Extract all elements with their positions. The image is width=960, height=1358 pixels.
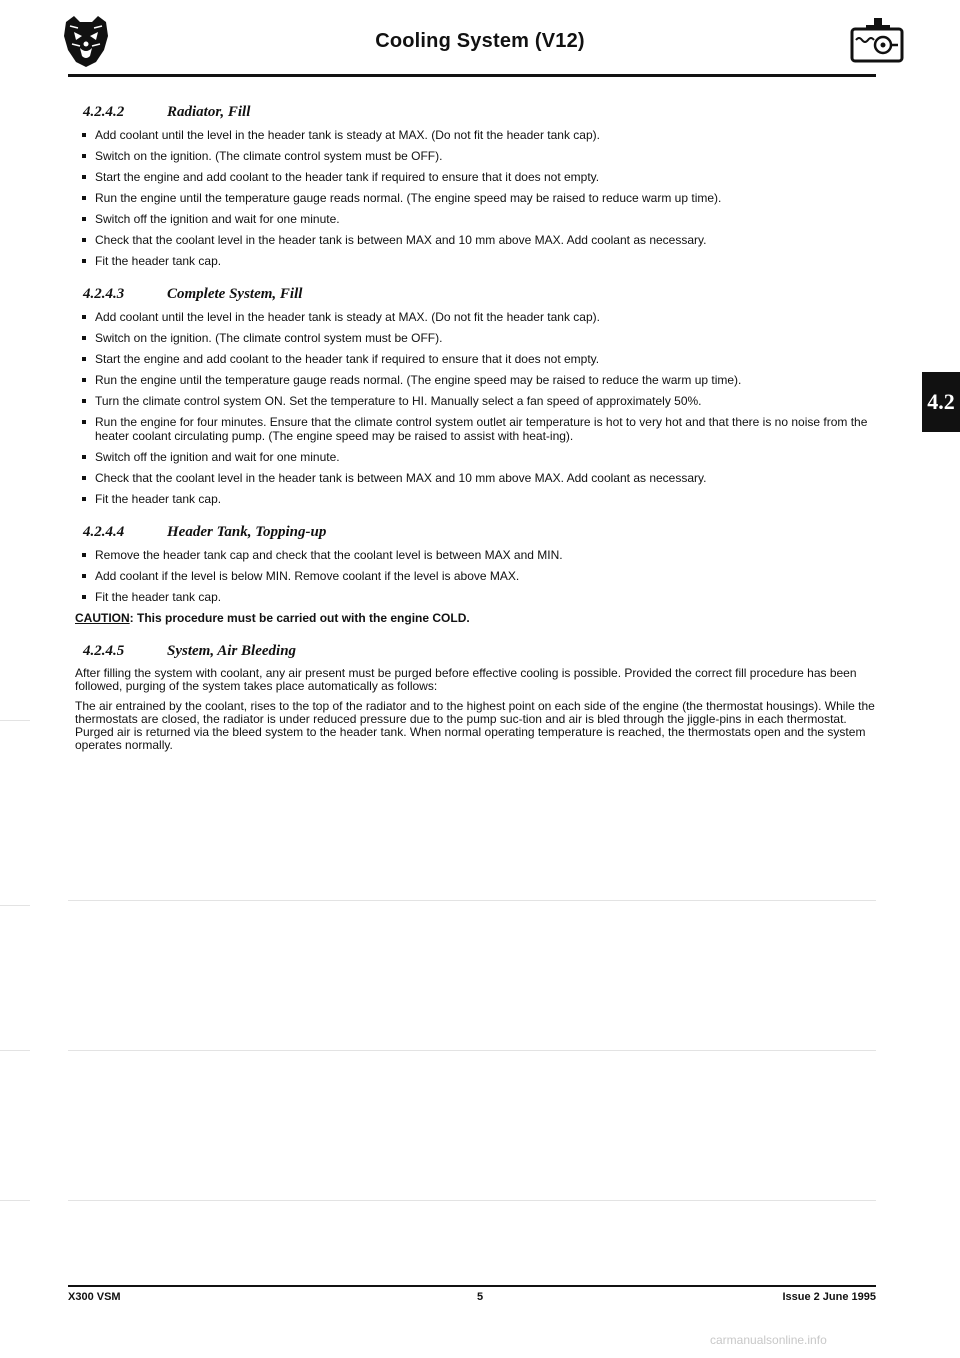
divider [68, 1050, 876, 1051]
caution-text: : This procedure must be carried out with the engine COLD. [129, 611, 470, 625]
list-item: Add coolant if the level is below MIN. Remove coolant if the level is above MAX. [75, 569, 883, 583]
section-title: Header Tank, Topping-up [167, 524, 327, 540]
section-system-air-bleeding [75, 643, 883, 752]
divider [68, 900, 876, 901]
header-rule [68, 74, 876, 77]
list-item: Fit the header tank cap. [75, 492, 883, 506]
page-header [0, 0, 960, 80]
list-item: Check that the coolant level in the header tank is between MAX and 10 mm above MAX. Add coolant as necessary. [75, 233, 883, 247]
list-item: Add coolant until the level in the header tank is steady at MAX. (Do not fit the header tank cap). [75, 128, 883, 142]
list-item: Run the engine until the temperature gauge reads normal. (The engine speed may be raised to reduce the warm up time). [75, 373, 883, 387]
section-heading [75, 286, 883, 303]
divider [68, 1200, 876, 1201]
list-item: Fit the header tank cap. [75, 254, 883, 268]
list-item: Start the engine and add coolant to the header tank if required to ensure that it does not empty. [75, 352, 883, 366]
footer-doc-id: X300 VSM [68, 1291, 121, 1303]
section-heading [75, 643, 883, 660]
bullet-list [75, 310, 883, 506]
section-number: 4.2.4.3 [83, 286, 125, 302]
page-content [75, 90, 883, 770]
list-item: Add coolant until the level in the header tank is steady at MAX. (Do not fit the header tank cap). [75, 310, 883, 324]
list-item: Switch off the ignition and wait for one minute. [75, 450, 883, 464]
paragraph: After filling the system with coolant, any air present must be purged before effective cooling is possible. Provided the correct fill procedure has been followed, purging of the system takes place automatically as follows: [75, 666, 857, 693]
page-title: Cooling System (V12) [375, 30, 585, 52]
footer-issue-date: Issue 2 June 1995 [782, 1291, 876, 1303]
coolant-tank-icon [848, 16, 906, 64]
section-title: System, Air Bleeding [167, 643, 297, 659]
section-number: 4.2.4.2 [83, 104, 125, 120]
section-radiator-fill [75, 104, 883, 268]
section-header-tank-topping-up [75, 524, 883, 625]
divider [0, 720, 30, 721]
paragraph: The air entrained by the coolant, rises to the top of the radiator and to the highest point on each side of the engine (the thermostat housings). While the thermostats are closed, the radiator is under reduced pressure due to the pump suc-tion and air is bled through the jiggle-pins in each thermostat. Purged air is returned via the bleed system to the header tank. When normal operating temperature is reached, the thermostats open and the system operates normally. [75, 699, 875, 752]
footer-rule [68, 1285, 876, 1287]
section-complete-system-fill [75, 286, 883, 506]
section-heading [75, 104, 883, 121]
caution-label: CAUTION [75, 611, 130, 625]
section-number: 4.2.4.5 [83, 643, 125, 659]
list-item: Run the engine for four minutes. Ensure that the climate control system outlet air temperature is hot to very hot and that there is no noise from the heater coolant circulating pump. (The engine speed may be raised to assist with heat-ing). [75, 415, 883, 443]
divider [0, 1050, 30, 1051]
section-title: Radiator, Fill [167, 104, 251, 120]
watermark: carmanualsonline.info [710, 1333, 827, 1347]
list-item: Fit the header tank cap. [75, 590, 883, 604]
list-item: Check that the coolant level in the header tank is between MAX and 10 mm above MAX. Add coolant as necessary. [75, 471, 883, 485]
section-number: 4.2.4.4 [83, 524, 125, 540]
list-item: Switch off the ignition and wait for one minute. [75, 212, 883, 226]
list-item: Run the engine until the temperature gauge reads normal. (The engine speed may be raised to reduce warm up time). [75, 191, 883, 205]
bullet-list [75, 128, 883, 268]
list-item: Turn the climate control system ON. Set the temperature to HI. Manually select a fan speed of approximately 50%. [75, 394, 883, 408]
section-title: Complete System, Fill [167, 286, 303, 302]
list-item: Switch on the ignition. (The climate control system must be OFF). [75, 149, 883, 163]
list-item: Remove the header tank cap and check that the coolant level is between MAX and MIN. [75, 548, 883, 562]
footer-page-number: 5 [476, 1291, 484, 1303]
list-item: Start the engine and add coolant to the header tank if required to ensure that it does not empty. [75, 170, 883, 184]
section-tab: 4.2 [922, 372, 960, 432]
bullet-list [75, 548, 883, 604]
divider [0, 905, 30, 906]
caution-note [75, 611, 883, 625]
divider [0, 1200, 30, 1201]
section-heading [75, 524, 883, 541]
list-item: Switch on the ignition. (The climate control system must be OFF). [75, 331, 883, 345]
